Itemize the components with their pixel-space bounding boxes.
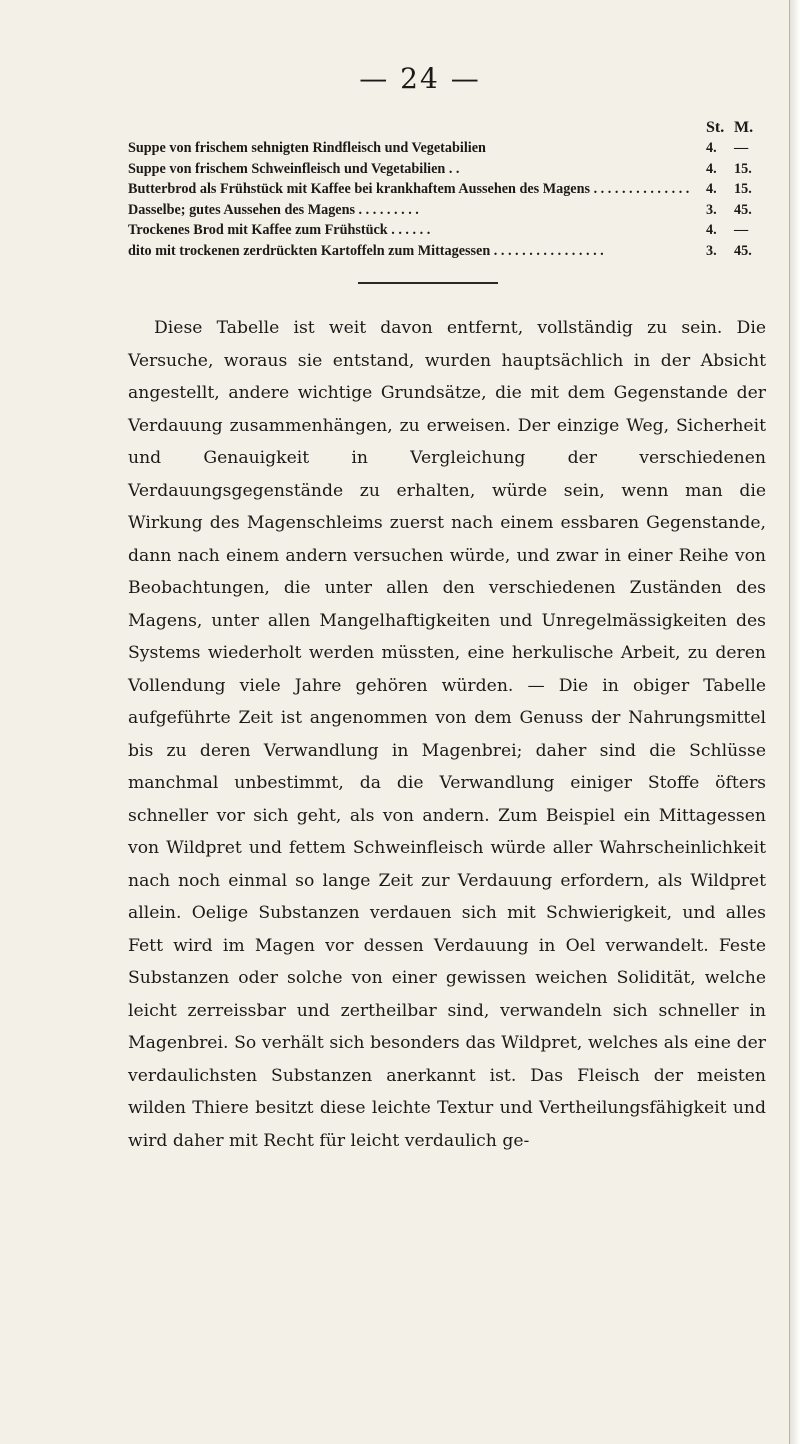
body-text — [128, 312, 766, 1157]
row-hours: 4. — [706, 181, 717, 197]
row-minutes: 45. — [734, 201, 752, 218]
digestion-time-table — [128, 118, 772, 261]
row-label: Butterbrod als Frühstück mit Kaffee bei krankhaftem Aussehen des Magens . . . . . . . . . . . . . . — [128, 181, 690, 197]
row-label: Suppe von frischem sehnigten Rindfleisch und Vegetabilien — [128, 140, 486, 156]
row-hours: 3. — [706, 242, 717, 259]
row-hours: 4. — [706, 140, 717, 156]
table-header — [128, 118, 772, 138]
table-row — [128, 241, 772, 262]
table-row — [128, 159, 772, 180]
row-label: Suppe von frischem Schweinfleisch und Vegetabilien . . — [128, 160, 460, 177]
page-number: — 24 — — [359, 62, 481, 95]
section-divider — [358, 282, 498, 284]
header-minutes: M. — [734, 119, 754, 136]
row-minutes: — — [734, 140, 749, 156]
row-hours: 4. — [706, 222, 717, 238]
row-label: dito mit trockenen zerdrückten Kartoffeln zum Mittagessen . . . . . . . . . . . . . . . . — [128, 242, 604, 259]
row-minutes: 45. — [734, 242, 752, 259]
table-row — [128, 220, 772, 241]
row-minutes: — — [734, 222, 749, 238]
table-row — [128, 138, 772, 159]
row-label: Dasselbe; gutes Aussehen des Magens . . . . . . . . . — [128, 201, 419, 218]
row-hours: 4. — [706, 160, 717, 177]
paragraph: Diese Tabelle ist weit davon entfernt, vollständig zu sein. Die Versuche, woraus sie entstand, wurden hauptsächlich in der Absicht angestellt, andere wichtige Grundsätze, die mit dem Gegenstande der Verdauung zusammenhängen, zu erweisen. Der einzige Weg, Sicherheit und Genauigkeit in Vergleichung der verschiedenen Verdauungsgegenstände zu erhalten, würde sein, wenn man die Wirkung des Magenschleims zuerst nach einem essbaren Gegenstande, dann nach einem andern versuchen würde, und zwar in einer Reihe von Beobachtungen, die unter allen den verschiedenen Zuständen des Magens, unter allen Mangelhaftigkeiten und Unregelmässigkeiten des Systems wiederholt werden müssten, eine herkulische Arbeit, zu deren Vollendung viele Jahre gehören würden. — Die in obiger Tabelle aufgeführte Zeit ist angenommen von dem Genuss der Nahrungsmittel bis zu deren Verwandlung in Magenbrei; daher sind die Schlüsse manchmal unbestimmt, da die Verwandlung einiger Stoffe öfters schneller vor sich geht, als von andern. Zum Beispiel ein Mittagessen von Wildpret und fettem Schweinfleisch würde aller Wahrscheinlichkeit nach noch einmal so lange Zeit zur Verdauung erfordern, als Wildpret allein. Oelige Substanzen verdauen sich mit Schwierigkeit, und alles Fett wird im Magen vor dessen Verdauung in Oel verwandelt. Feste Substanzen oder solche von einer gewissen weichen Solidität, welche leicht zerreissbar und zertheilbar sind, verwandeln sich schneller in Magenbrei. So verhält sich besonders das Wildpret, welches als eine der verdaulichsten Substanzen anerkannt ist. Das Fleisch der meisten wilden Thiere besitzt diese leichte Textur und Vertheilungsfähigkeit und wird daher mit Recht für leicht verdaulich ge- — [128, 318, 766, 1151]
page-edge — [789, 0, 800, 1444]
table-row — [128, 200, 772, 221]
table-row — [128, 179, 772, 200]
table-rows — [128, 138, 772, 261]
row-minutes: 15. — [734, 181, 752, 197]
row-hours: 3. — [706, 201, 717, 218]
row-minutes: 15. — [734, 160, 752, 177]
header-hours: St. — [706, 119, 725, 136]
row-label: Trockenes Brod mit Kaffee zum Frühstück . . . . . . — [128, 222, 431, 238]
